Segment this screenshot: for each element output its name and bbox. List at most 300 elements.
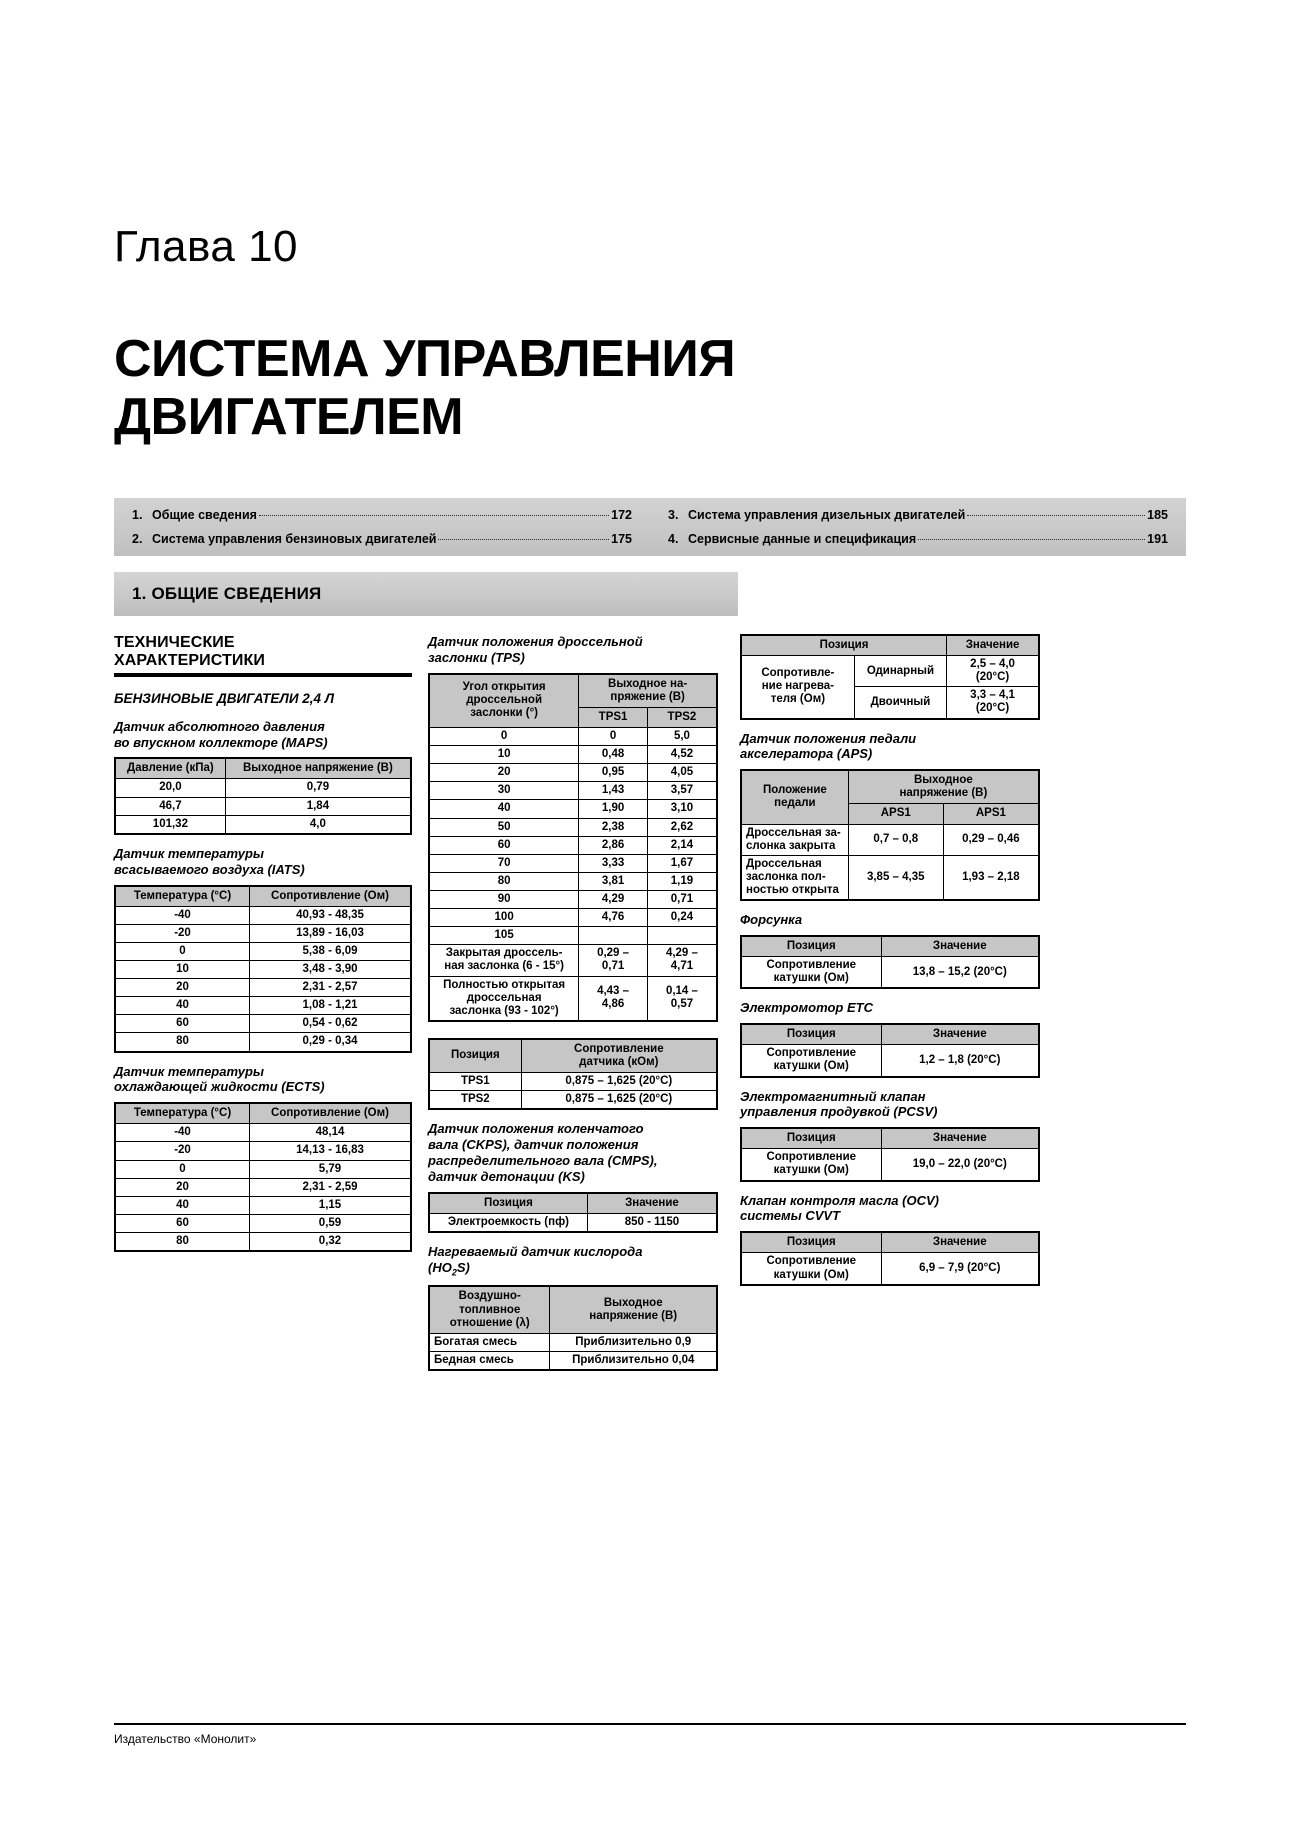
table-row [429, 1351, 717, 1370]
cell-temperature: 80 [115, 1033, 250, 1052]
table-row [115, 997, 411, 1015]
cell-value: 0,875 – 1,625 (20°C) [521, 1073, 717, 1091]
cell-resistance: 0,32 [250, 1233, 412, 1252]
pcsv-table [740, 1127, 1040, 1181]
table-header-row [115, 886, 411, 907]
header-line-2: педали [774, 797, 816, 810]
cell-resistance: 13,89 - 16,03 [250, 924, 412, 942]
cell-temperature: 20 [115, 979, 250, 997]
cell-tps2: 0,71 [647, 891, 717, 909]
cell-angle: 100 [429, 909, 579, 927]
cell-temperature: 0 [115, 942, 250, 960]
table-header-row [115, 1103, 411, 1124]
pcsv-caption [740, 1089, 1040, 1121]
table-row [115, 1196, 411, 1214]
column-header: Давление (кПа) [115, 758, 225, 779]
cell-tps2: 2,62 [647, 818, 717, 836]
table-header-row [429, 674, 717, 708]
toc-item-label: Система управления дизельных двигателей [688, 507, 966, 522]
cell-variant-value [947, 687, 1039, 719]
header-line-1: Воздушно- [458, 1290, 521, 1303]
aps-table [740, 769, 1040, 901]
label-line-1: Дроссельная [746, 857, 822, 870]
cell-angle: 80 [429, 872, 579, 890]
cell-tps1: 2,38 [579, 818, 648, 836]
column-header: Температура (°С) [115, 1103, 250, 1124]
toc-item-number: 2. [132, 532, 143, 546]
cell-position: TPS1 [429, 1073, 521, 1091]
cell-voltage: Приблизительно 0,9 [550, 1333, 717, 1351]
cell-angle: 40 [429, 800, 579, 818]
iats-table [114, 885, 412, 1053]
ho2s-table [428, 1285, 718, 1371]
table-row-special [429, 945, 717, 976]
toc-item-page: 172 [611, 507, 632, 522]
label-line-3: ностью открыта [746, 884, 839, 897]
column-header-position: Позиция [429, 1193, 587, 1214]
table-header-row [741, 1232, 1039, 1253]
label-line-2: дроссельная [466, 991, 542, 1004]
cell-variant-name: Одинарный [854, 656, 946, 687]
column-header: Выходное напряжение (В) [225, 758, 411, 779]
cell-aps2: 0,29 – 0,46 [943, 824, 1039, 855]
cell-voltage: 0,79 [225, 779, 411, 797]
column-header-value: Значение [947, 635, 1039, 656]
cell-pedal-position [741, 824, 848, 855]
table-row [741, 1149, 1039, 1181]
table-row [115, 979, 411, 997]
tech-spec-heading-line-2: ХАРАКТЕРИСТИКИ [114, 652, 265, 670]
table-row [429, 818, 717, 836]
table-row [115, 1124, 411, 1142]
cell-temperature: 10 [115, 960, 250, 978]
cell-open-throttle-label [429, 976, 579, 1021]
cell-tps1: 0 [579, 728, 648, 746]
table-row [115, 1178, 411, 1196]
toc-item-number: 1. [132, 507, 143, 522]
label-line-2: ная заслонка (6 - 15°) [444, 960, 564, 973]
toc-item[interactable] [668, 527, 1186, 551]
header-line-2: датчика (кОм) [579, 1056, 659, 1069]
label-line-2: слонка закрыта [746, 839, 836, 852]
ects-caption-line-1: Датчик температуры [114, 1063, 264, 1079]
label-line-3: теля (Ом) [770, 693, 826, 706]
label-line-2: катушки (Ом) [773, 1060, 849, 1073]
ocv-caption-line-1: Клапан контроля масла (OCV) [740, 1192, 939, 1208]
cell-pressure: 20,0 [115, 779, 225, 797]
label-line-1: Дроссельная за- [746, 826, 841, 839]
cell-voltage: Приблизительно 0,04 [550, 1351, 717, 1370]
cell-tps1 [579, 927, 648, 945]
cell-resistance: 5,38 - 6,09 [250, 942, 412, 960]
table-row [429, 854, 717, 872]
value-line-2: 4,86 [601, 998, 625, 1011]
column-header: Сопротивление (Ом) [250, 886, 412, 907]
ckps-caption [428, 1121, 718, 1184]
cell-tps2: 3,10 [647, 800, 717, 818]
table-row [429, 728, 717, 746]
header-line-3: заслонки (°) [470, 707, 538, 720]
table-row [741, 1045, 1039, 1077]
header-line-2: напряжение (В) [589, 1310, 678, 1323]
cell-angle: 10 [429, 746, 579, 764]
pcsv-caption-line-1: Электромагнитный клапан [740, 1088, 926, 1104]
aps-caption [740, 731, 1040, 763]
toc-item[interactable] [668, 503, 1186, 527]
aps-caption-line-1: Датчик положения педали [740, 730, 917, 746]
injector-caption: Форсунка [740, 912, 803, 928]
pcsv-caption-line-2: управления продувкой (PCSV) [740, 1104, 938, 1120]
label-line-2: катушки (Ом) [773, 1268, 849, 1281]
ckps-caption-line-2: вала (CKPS), датчик положения [428, 1137, 639, 1153]
label-line-1: Сопротивление [766, 959, 857, 972]
header-line-1: Выходное [913, 774, 973, 787]
table-row [429, 800, 717, 818]
header-line-1: Угол открытия [462, 681, 546, 694]
column-header-aps1: APS1 [848, 804, 943, 824]
cell-tps2: 1,67 [647, 854, 717, 872]
table-row [115, 906, 411, 924]
etc-motor-caption: Электромотор ETC [740, 1000, 873, 1016]
ho2s-caption-line-1: Нагреваемый датчик кислорода [428, 1244, 643, 1259]
cell-tps2 [647, 927, 717, 945]
table-row [115, 1015, 411, 1033]
cell-resistance: 1,15 [250, 1196, 412, 1214]
header-line-1: Выходное [603, 1296, 663, 1309]
cell-tps2 [647, 976, 717, 1021]
cell-tps2: 4,05 [647, 764, 717, 782]
toc-item-label: Общие сведения [152, 507, 257, 522]
ects-caption [114, 1064, 412, 1096]
cell-tps1: 3,33 [579, 854, 648, 872]
column-header-voltage [579, 674, 717, 708]
cell-temperature: -20 [115, 1142, 250, 1160]
label-line-1: Сопротивление [766, 1255, 857, 1268]
value-line-2: 0,57 [670, 998, 694, 1011]
value-line-2: 0,71 [601, 960, 625, 973]
column-header-value: Значение [881, 936, 1039, 957]
cell-resistance: 0,54 - 0,62 [250, 1015, 412, 1033]
cell-temperature: 40 [115, 1196, 250, 1214]
table-header-row [741, 1128, 1039, 1149]
column-header-angle [429, 674, 579, 728]
label-line-2: катушки (Ом) [773, 1164, 849, 1177]
ects-table [114, 1102, 412, 1252]
column-header: Температура (°С) [115, 886, 250, 907]
cell-coil-resistance-label [741, 1045, 881, 1077]
table-header-row [429, 1039, 717, 1073]
table-row [741, 957, 1039, 989]
tps-caption-line-2: заслонки (TPS) [428, 649, 525, 665]
label-line-1: Сопротивле- [761, 667, 835, 680]
table-row [115, 1160, 411, 1178]
cell-value: 1,2 – 1,8 (20°C) [881, 1045, 1039, 1077]
ho2s-subscript: 2 [451, 1267, 457, 1278]
table-row [429, 746, 717, 764]
value-line-1: 0,14 – [665, 985, 698, 998]
cell-coil-resistance-label [741, 1149, 881, 1181]
footer-publisher: Издательство «Монолит» [114, 1732, 257, 1746]
cell-tps1 [579, 976, 648, 1021]
cell-tps2: 5,0 [647, 728, 717, 746]
cell-resistance: 0,59 [250, 1214, 412, 1232]
tech-spec-heading-line-1: ТЕХНИЧЕСКИЕ [114, 634, 235, 651]
table-row [741, 855, 1039, 900]
column-header-position: Позиция [741, 1024, 881, 1045]
cell-temperature: -40 [115, 1124, 250, 1142]
injector-table [740, 935, 1040, 989]
ckps-table [428, 1192, 718, 1233]
table-row-special [429, 976, 717, 1021]
value-line-1: 2,5 – 4,0 [970, 658, 1015, 671]
cell-temperature: -40 [115, 906, 250, 924]
cell-angle: 20 [429, 764, 579, 782]
column-header-pedal-position [741, 770, 848, 824]
ocv-caption [740, 1193, 1040, 1225]
table-row [741, 1253, 1039, 1285]
ho2s-caption [428, 1244, 718, 1278]
column-header-voltage [550, 1286, 717, 1333]
column-header-position: Позиция [741, 1232, 881, 1253]
column-header-ratio [429, 1286, 550, 1333]
cell-resistance: 3,48 - 3,90 [250, 960, 412, 978]
cell-value: 850 - 1150 [587, 1213, 717, 1232]
column-header-aps2: APS1 [943, 804, 1039, 824]
cell-tps2: 3,57 [647, 782, 717, 800]
cell-heater-label [741, 656, 854, 719]
table-row [429, 1213, 717, 1232]
column-header-value: Значение [881, 1128, 1039, 1149]
cell-tps1: 0,95 [579, 764, 648, 782]
ckps-caption-line-3: распределительного вала (CMPS), [428, 1153, 658, 1169]
label-line-1: Закрытая дроссель- [445, 947, 563, 960]
toc-item[interactable] [132, 503, 650, 527]
iats-caption-line-1: Датчик температуры [114, 845, 264, 861]
header-line-3: отношение (λ) [449, 1316, 530, 1329]
cell-pedal-position [741, 855, 848, 900]
toc-column-left [114, 503, 650, 552]
maps-caption [114, 719, 412, 751]
cell-resistance: 5,79 [250, 1160, 412, 1178]
cell-tps2: 0,24 [647, 909, 717, 927]
table-row [429, 927, 717, 945]
table-row [115, 797, 411, 815]
ects-caption-line-2: охлаждающей жидкости (ECTS) [114, 1079, 325, 1095]
tech-spec-heading [114, 634, 412, 670]
cell-value: 0,875 – 1,625 (20°C) [521, 1091, 717, 1110]
cell-angle: 30 [429, 782, 579, 800]
value-line-1: 0,29 – [597, 947, 630, 960]
tps-caption [428, 634, 718, 666]
cell-voltage: 1,84 [225, 797, 411, 815]
ho2s-caption-line-2: (HO [428, 1259, 452, 1275]
column-header-value: Значение [881, 1232, 1039, 1253]
cell-position: Электроемкость (пф) [429, 1213, 587, 1232]
section-header-bar: 1. ОБЩИЕ СВЕДЕНИЯ [114, 572, 738, 616]
cell-aps1: 3,85 – 4,35 [848, 855, 943, 900]
column-header-tps2: TPS2 [647, 707, 717, 727]
right-column [740, 634, 1040, 1290]
value-line-2: (20°C) [975, 702, 1010, 715]
chapter-number: Глава 10 [114, 222, 299, 271]
cell-temperature: 60 [115, 1214, 250, 1232]
table-row [741, 656, 1039, 687]
value-line-1: 4,29 – [665, 947, 698, 960]
engine-subheading: БЕНЗИНОВЫЕ ДВИГАТЕЛИ 2,4 Л [114, 691, 335, 707]
column-header-voltage [848, 770, 1039, 804]
value-line-1: 3,3 – 4,1 [970, 689, 1015, 702]
table-header-row [115, 758, 411, 779]
value-line-2: 4,71 [670, 960, 694, 973]
header-line-2: пряжение (В) [610, 690, 685, 703]
table-row [115, 779, 411, 797]
table-row [741, 824, 1039, 855]
table-row [429, 782, 717, 800]
tps-voltage-table [428, 673, 718, 1022]
table-row [429, 1091, 717, 1110]
cell-coil-resistance-label [741, 1253, 881, 1285]
value-line-1: 4,43 – [597, 985, 630, 998]
column-header-tps1: TPS1 [579, 707, 648, 727]
cell-variant-value [947, 656, 1039, 687]
cell-pressure: 101,32 [115, 815, 225, 834]
toc-item-page: 191 [1147, 532, 1168, 546]
cell-tps2: 1,19 [647, 872, 717, 890]
cell-voltage: 4,0 [225, 815, 411, 834]
cell-mixture: Богатая смесь [429, 1333, 550, 1351]
cell-angle: 70 [429, 854, 579, 872]
column-header-resistance [521, 1039, 717, 1073]
maps-caption-line-2: во впускном коллекторе (MAPS) [114, 734, 328, 750]
table-row [115, 1233, 411, 1252]
cell-temperature: 80 [115, 1233, 250, 1252]
cell-tps1: 1,43 [579, 782, 648, 800]
toc-leader-dots [918, 539, 1145, 540]
table-row [429, 836, 717, 854]
table-row [115, 1142, 411, 1160]
toc-item[interactable] [132, 527, 650, 551]
cell-value: 13,8 – 15,2 (20°C) [881, 957, 1039, 989]
cell-resistance: 2,31 - 2,59 [250, 1178, 412, 1196]
table-header-row [741, 770, 1039, 804]
header-line-1: Положение [762, 784, 827, 797]
table-header-row [741, 1024, 1039, 1045]
heading-rule [114, 673, 412, 677]
ocv-table [740, 1231, 1040, 1285]
header-line-2: топливное [459, 1303, 521, 1316]
etc-motor-table [740, 1023, 1040, 1077]
column-header-value: Значение [587, 1193, 717, 1214]
cell-variant-name: Двоичный [854, 687, 946, 719]
table-header-row [741, 936, 1039, 957]
table-row [429, 872, 717, 890]
cell-tps1: 0,48 [579, 746, 648, 764]
cell-resistance: 1,08 - 1,21 [250, 997, 412, 1015]
ho2s-caption-line-3: S) [456, 1259, 470, 1275]
cell-value: 6,9 – 7,9 (20°C) [881, 1253, 1039, 1285]
title-line-1: СИСТЕМА УПРАВЛЕНИЯ [114, 330, 736, 388]
tps-caption-line-1: Датчик положения дроссельной [428, 634, 643, 649]
cell-tps2: 4,52 [647, 746, 717, 764]
cell-angle: 50 [429, 818, 579, 836]
table-row [429, 1333, 717, 1351]
cell-tps2 [647, 945, 717, 976]
label-line-3: заслонка (93 - 102°) [449, 1004, 559, 1017]
toc-item-number: 4. [668, 532, 679, 546]
ckps-caption-line-1: Датчик положения коленчатого [428, 1121, 644, 1137]
label-line-1: Сопротивление [766, 1151, 857, 1164]
label-line-1: Сопротивление [766, 1047, 857, 1060]
table-row [115, 1033, 411, 1052]
column-header-value: Значение [881, 1024, 1039, 1045]
toc-item-page: 175 [611, 532, 632, 546]
maps-table [114, 757, 412, 834]
footer-rule [114, 1723, 1186, 1725]
table-of-contents [114, 498, 1186, 556]
cell-aps1: 0,7 – 0,8 [848, 824, 943, 855]
cell-aps2: 1,93 – 2,18 [943, 855, 1039, 900]
toc-item-label: Сервисные данные и спецификация [688, 532, 917, 546]
column-header-position: Позиция [429, 1039, 521, 1073]
toc-column-right [650, 503, 1186, 552]
tps-resistance-table [428, 1038, 718, 1110]
ckps-caption-line-4: датчик детонации (KS) [428, 1168, 585, 1184]
cell-position: TPS2 [429, 1091, 521, 1110]
spacer [428, 1026, 718, 1038]
cell-coil-resistance-label [741, 957, 881, 989]
cell-angle: 90 [429, 891, 579, 909]
cell-tps1: 4,29 [579, 891, 648, 909]
cell-resistance: 0,29 - 0,34 [250, 1033, 412, 1052]
cell-resistance: 48,14 [250, 1124, 412, 1142]
cell-temperature: 40 [115, 997, 250, 1015]
cell-angle: 60 [429, 836, 579, 854]
cell-pressure: 46,7 [115, 797, 225, 815]
cell-angle: 105 [429, 927, 579, 945]
toc-item-page: 185 [1147, 507, 1168, 522]
cell-resistance: 2,31 - 2,57 [250, 979, 412, 997]
cell-tps1: 2,86 [579, 836, 648, 854]
cell-resistance: 14,13 - 16,83 [250, 1142, 412, 1160]
cell-tps1: 3,81 [579, 872, 648, 890]
toc-leader-dots [259, 515, 609, 516]
table-row [115, 942, 411, 960]
iats-caption [114, 846, 412, 878]
cell-temperature: -20 [115, 924, 250, 942]
value-line-2: (20°C) [975, 671, 1010, 684]
header-line-1: Выходное на- [608, 677, 688, 690]
toc-leader-dots [438, 539, 609, 540]
header-line-1: Сопротивление [574, 1042, 664, 1055]
column-header-position: Позиция [741, 1128, 881, 1149]
table-header-row [429, 1193, 717, 1214]
cell-angle: 0 [429, 728, 579, 746]
header-line-2: напряжение (В) [899, 787, 988, 800]
ocv-caption-line-2: системы CVVT [740, 1208, 841, 1224]
label-line-2: ние нагрева- [761, 680, 835, 693]
page-title [114, 330, 1014, 446]
cell-tps2: 2,14 [647, 836, 717, 854]
cell-temperature: 0 [115, 1160, 250, 1178]
cell-tps1 [579, 945, 648, 976]
table-row [115, 924, 411, 942]
toc-item-number: 3. [668, 507, 679, 522]
table-header-row [429, 1286, 717, 1333]
label-line-2: катушки (Ом) [773, 972, 849, 985]
middle-column [428, 634, 718, 1375]
table-header-row [741, 635, 1039, 656]
cell-resistance: 40,93 - 48,35 [250, 906, 412, 924]
